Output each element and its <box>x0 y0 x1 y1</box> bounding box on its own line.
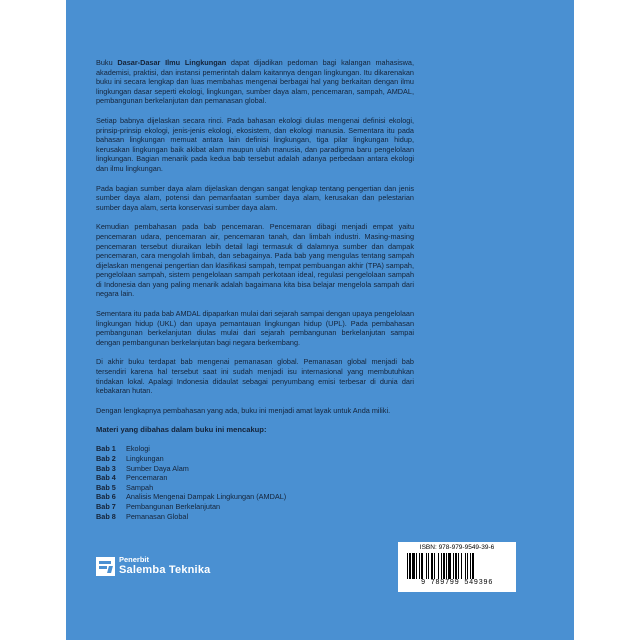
publisher-logo <box>96 556 210 576</box>
isbn-barcode <box>398 542 516 592</box>
intro-paragraph-6: Di akhir buku terdapat bab mengenai pemanasan global. Pemanasan global menjadi bab tersendiri karena hal tersebut saat ini sudah menjadi isu internasional yang membutuhkan tindakan lokal. Apalagi Indonesia didaulat sebagai penyumbang emisi terbesar di dunia dari kebakaran hutan. <box>96 357 414 396</box>
intro-paragraph-3: Pada bagian sumber daya alam dijelaskan dengan sangat lengkap tentang pengertian dan jenis sumber daya alam, potensi dan pemanfaatan sumber daya alam, kerusakan dan pelestarian sumber daya alam, serta konservasi sumber daya alam. <box>96 183 414 212</box>
intro-paragraph-4: Kemudian pembahasan pada bab pencemaran. Pencemaran dibagi menjadi empat yaitu pencemaran udara, pencemaran air, pencemaran tanah, dan limbah industri. Masing-masing pencemaran tersebut diuraikan lebih detail lagi termasuk di dalamnya sumber dan dampak pencemaran, cara mengolah limbah, dan sebagainya. Pada bab yang mengulas tentang sampah dijelaskan mengenai pengertian dan klasifikasi sampah, tempat pembuangan akhir (TPA) sampah, pengelolaan sampah, sistem pengelolaan sampah perkotaan ideal, regulasi pengelolaan sampah di Indonesia dan yang paling menarik adalah bagaimana kita bisa belajar mengelola sampah dari negara lain. <box>96 222 414 299</box>
publisher-name: Salemba Teknika <box>119 564 211 576</box>
chapter-item: Bab 5 Sampah <box>96 482 154 492</box>
barcode-digits: 9 789799 549396 <box>420 579 493 587</box>
chapter-list <box>96 444 414 521</box>
materials-heading: Materi yang dibahas dalam buku ini mencakup: <box>96 425 267 435</box>
intro-paragraph-5: Sementara itu pada bab AMDAL dipaparkan mulai dari sejarah sampai dengan upaya pengelolaan lingkungan hidup (UKL) dan upaya pemantauan lingkungan hidup (UPL). Pada pembahasan pembangunan berkelanjutan diulas mulai dari sejarah pembangunan berkelanjutan sampai dengan pembangunan berkelanjutan bagi negara berkembang. <box>96 309 414 347</box>
chapter-item: Bab 7 Pembangunan Berkelanjutan <box>96 501 221 511</box>
publisher-label: Penerbit <box>119 555 150 564</box>
barcode-icon <box>405 553 509 579</box>
intro-paragraph-7: Dengan lengkapnya pembahasan yang ada, buku ini menjadi amat layak untuk Anda miliki. <box>96 405 391 415</box>
chapter-item: Bab 3 Sumber Daya Alam <box>96 463 189 473</box>
chapter-item: Bab 6 Analisis Mengenai Dampak Lingkungan (AMDAL) <box>96 492 287 502</box>
book-title: Dasar-Dasar Ilmu Lingkungan <box>117 58 227 67</box>
chapter-item: Bab 2 Lingkungan <box>96 454 164 463</box>
publisher-mark-icon <box>96 557 115 576</box>
intro-paragraph-2: Setiap babnya dijelaskan secara rinci. Pada bahasan ekologi diulas mengenai definisi ekologi, prinsip-prinsip ekologi, jenis-jenis ekologi, ekosistem, dan ekologi manusia. Sementara itu pada bahasan lingkungan memuat antara lain definisi lingkungan, tiga pilar lingkungan hidup, kerusakan lingkungan baik akibat alam maupun ulah manusia, dan paradigma baru pengelolaan lingkungan. Bagian menarik pada kedua bab tersebut adalah adanya perbedaan antara ekologi dan ilmu lingkungan. <box>96 115 414 173</box>
chapter-item: Bab 4 Pencemaran <box>96 473 168 483</box>
isbn-label: ISBN: 978-979-9549-39-6 <box>419 544 495 551</box>
chapter-item: Bab 8 Pemanasan Global <box>96 511 189 521</box>
intro-paragraph-1: Buku Dasar-Dasar Ilmu Lingkungan dapat dijadikan pedoman bagi kalangan mahasiswa, akademisi, praktisi, dan instansi pemerintah dalam kaitannya dengan lingkungan. Itu dikarenakan buku ini secara lengkap dan luas membahas mengenai berbagai hal yang berkaitan dengan ilmu lingkungan dasar seperti ekologi, lingkungan, sumber daya alam, pencemaran, sampah, AMDAL, pembangunan berkelanjutan dan pemanasan global. <box>96 58 414 106</box>
chapter-item: Bab 1 Ekologi <box>96 444 150 454</box>
cover-text <box>96 58 414 521</box>
